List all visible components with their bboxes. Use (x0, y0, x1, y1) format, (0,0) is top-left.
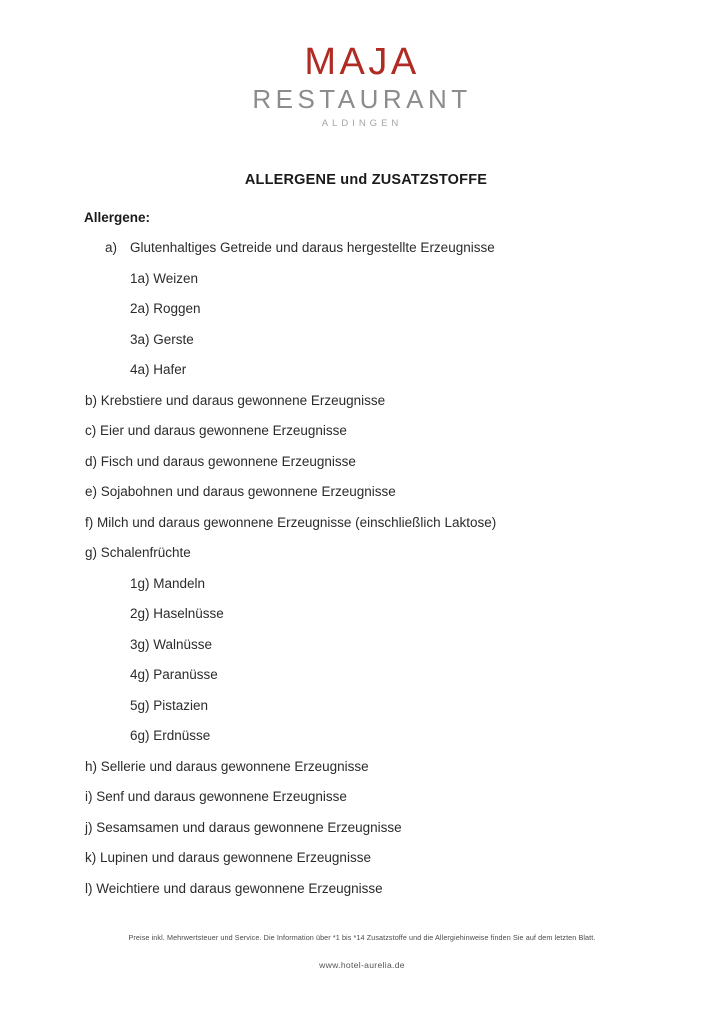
list-item-label: d) Fisch und daraus gewonnene Erzeugnisse (85, 453, 356, 469)
list-item-label: l) Weichtiere und daraus gewonnene Erzeugnisse (85, 880, 383, 896)
section-heading-allergene: Allergene: (84, 210, 151, 225)
page-title: ALLERGENE und ZUSATZSTOFFE (244, 172, 488, 188)
list-item (0, 880, 724, 898)
list-item (0, 849, 724, 867)
logo-subtitle: RESTAURANT (252, 84, 472, 114)
list-item-label: j) Sesamsamen und daraus gewonnene Erzeugnisse (85, 819, 402, 835)
list-item-label: 3g) Walnüsse (130, 636, 213, 652)
logo-location: ALDINGEN (321, 118, 403, 129)
list-item (0, 483, 724, 501)
list-item (0, 361, 724, 379)
list-item-label: c) Eier und daraus gewonnene Erzeugnisse (85, 423, 347, 438)
list-item (0, 575, 724, 593)
list-item-label: Glutenhaltiges Getreide und daraus hergestellte Erzeugnisse (130, 240, 495, 255)
list-item (0, 605, 724, 623)
list-item-label: g) Schalenfrüchte (85, 545, 191, 560)
list-item-label: i) Senf und daraus gewonnene Erzeugnisse (85, 789, 347, 804)
footer-disclaimer: Preise inkl. Mehrwertsteuer und Service. Die Information über *1 bis *14 Zusatzstoffe und die Allergiehinweise finden Sie auf dem letzten Blatt. (128, 933, 596, 942)
footer-website-url: www.hotel-aurelia.de (319, 960, 405, 970)
list-item-label: 1g) Mandeln (130, 575, 206, 591)
list-item (0, 666, 724, 684)
list-item-label: b) Krebstiere und daraus gewonnene Erzeugnisse (85, 392, 386, 408)
document-body (0, 172, 724, 910)
list-item-label: 2a) Roggen (130, 301, 201, 316)
list-item (0, 270, 724, 288)
list-item (0, 239, 724, 257)
list-item (0, 514, 724, 532)
list-item-label: 2g) Haselnüsse (130, 606, 224, 621)
list-item-label: 6g) Erdnüsse (130, 728, 211, 743)
list-item (0, 331, 724, 349)
list-item (0, 392, 724, 410)
list-item (0, 300, 724, 318)
list-item (0, 819, 724, 837)
list-item-label: h) Sellerie und daraus gewonnene Erzeugnisse (85, 758, 369, 774)
list-item (0, 788, 724, 806)
logo-brand-name: MAJA (304, 41, 420, 83)
list-item-label: 5g) Pistazien (130, 697, 209, 713)
list-item (0, 636, 724, 654)
allergen-list (0, 239, 724, 898)
list-item (0, 544, 724, 562)
list-item (0, 453, 724, 471)
list-item (0, 697, 724, 715)
page-footer (0, 932, 724, 971)
restaurant-logo (0, 42, 724, 130)
list-item-label: 3a) Gerste (130, 331, 194, 347)
list-item-label: 4g) Paranüsse (130, 667, 218, 682)
list-item (0, 422, 724, 440)
list-item-label: f) Milch und daraus gewonnene Erzeugnisse (einschließlich Laktose) (85, 514, 497, 530)
list-item (0, 758, 724, 776)
list-item-label: e) Sojabohnen und daraus gewonnene Erzeugnisse (85, 484, 396, 499)
list-item-label: 4a) Hafer (130, 362, 187, 377)
list-item-marker: a) (105, 240, 118, 255)
list-item-label: k) Lupinen und daraus gewonnene Erzeugnisse (85, 850, 371, 865)
list-item-label: 1a) Weizen (130, 270, 199, 286)
list-item (0, 727, 724, 745)
